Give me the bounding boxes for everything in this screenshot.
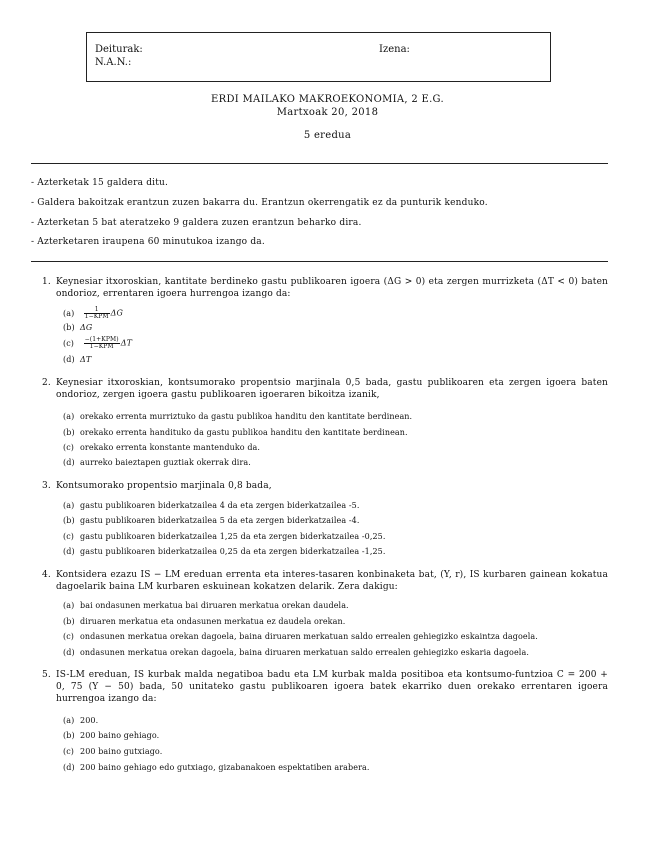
option-text: ΔT [80,355,92,364]
course-title: ERDI MAILAKO MAKROEKONOMIA, 2 E.G. [211,94,444,105]
question-2-option-c [63,443,260,452]
question-4-option-a [63,601,349,610]
question-text: Kontsidera ezazu IS − LM ereduan errenta eta interes-tasaren konbinaketa bat, (Y, r), IS kurbaren gainean kokatua dagoelarik baina LM kurbaren eskuinean kokatzen delarik. Zera dakigu: [56,570,608,592]
question-number: 3. [42,481,51,491]
top-divider [31,163,608,164]
option-text: 200. [80,716,99,725]
bottom-divider [31,261,608,262]
question-number: 2. [42,378,51,388]
option-label: (b) [63,731,75,740]
question-3-option-c [63,532,386,541]
option-text: ondasunen merkatua orekan dagoela, baina diruaren merkatuan saldo errealen gehiegizko eskaintza dagoela. [80,632,538,641]
question-3 [42,480,608,492]
option-label: (c) [63,338,75,348]
option-text: gastu publikoaren biderkatzailea 4 da eta zergen biderkatzailea -5. [80,501,360,510]
instruction-item: - Galdera bakoitzak erantzun zuzen bakarra du. Erantzun okerrengatik ez da punturik kenduko. [31,198,488,208]
question-text: Keynesiar itxoroskian, kantitate berdineko gastu publikoaren igoera (ΔG > 0) eta zergen murrizketa (ΔT < 0) baten ondorioz, errentaren igoera hurrengoa izango da: [56,277,608,299]
instruction-item: - Azterketaren iraupena 60 minutukoa izango da. [31,237,265,247]
question-4-option-c [63,632,538,641]
option-text: orekako errenta murriztuko da gastu publikoa handitu den kantitate berdinean. [80,412,413,421]
question-1-option-d [63,355,91,364]
question-5-option-b [63,731,159,740]
question-1-option-a [63,307,123,320]
question-number: 1. [42,277,51,287]
question-3-option-a [63,501,359,510]
option-label: (a) [63,412,75,421]
fraction [84,337,120,350]
option-text: orekako errenta konstante mantenduko da. [80,443,261,452]
instruction-item: - Azterketan 5 bat ateratzeko 9 galdera zuzen erantzun beharko dira. [31,218,362,228]
option-text: diruaren merkatua eta ondasunen merkatua ez daudela orekan. [80,617,346,626]
option-text: gastu publikoaren biderkatzailea 1,25 da eta zergen biderkatzailea -0,25. [80,532,386,541]
option-label: (a) [63,308,75,318]
option-label: (b) [63,323,75,332]
question-number: 4. [42,570,51,580]
option-label: (b) [63,428,75,437]
question-2-option-a [63,412,412,421]
question-number: 5. [42,670,51,680]
option-label: (c) [63,532,75,541]
question-1-option-b [63,323,92,332]
deiturak-label: Deiturak: [95,44,143,55]
question-5-option-a [63,716,98,725]
option-text: 200 baino gehiago edo gutxiago, gizabanakoen espektatiben arabera. [80,763,370,772]
question-4-option-b [63,617,345,626]
option-label: (c) [63,747,75,756]
instruction-item: - Azterketak 15 galdera ditu. [31,178,169,188]
question-4 [42,569,608,593]
question-3-option-d [63,547,386,556]
numerator: 1 [84,307,110,314]
question-3-option-b [63,516,359,525]
option-label: (d) [63,355,75,364]
question-2 [42,377,608,401]
option-label: (a) [63,501,75,510]
question-4-option-d [63,648,529,657]
exam-date: Martxoak 20, 2018 [276,107,379,118]
denominator: 1−KPM [89,343,114,350]
option-math: ΔG [110,308,124,318]
option-text: ΔG [80,323,93,332]
exam-model: 5 eredua [303,130,352,141]
option-label: (a) [63,601,75,610]
option-label: (b) [63,516,75,525]
question-5-option-d [63,763,370,772]
numerator: −(1+KPM) [84,336,119,343]
option-label: (d) [63,458,75,467]
option-label: (d) [63,547,75,556]
option-text: 200 baino gehiago. [80,731,160,740]
option-label: (d) [63,648,75,657]
fraction [84,307,110,320]
option-text: gastu publikoaren biderkatzailea 5 da eta zergen biderkatzailea -4. [80,516,360,525]
question-1 [42,276,608,300]
question-5-option-c [63,747,162,756]
question-text: IS-LM ereduan, IS kurbak malda negatiboa badu eta LM kurbak malda positiboa eta kontsumo-funtzioa C = 200 + 0, 75 (Y − 50) bada, 50 unitateko gastu publikoaren igoera batek ekarriko duen orekako errentaren igoera hurrengoa izango da: [56,670,608,704]
option-label: (b) [63,617,75,626]
student-info-box [86,32,551,82]
option-text: gastu publikoaren biderkatzailea 0,25 da eta zergen biderkatzailea -1,25. [80,547,386,556]
option-text: bai ondasunen merkatua bai diruaren merkatua orekan daudela. [80,601,349,610]
option-text: aurreko baieztapen guztiak okerrak dira. [80,458,251,467]
option-math: ΔT [120,338,133,348]
option-label: (d) [63,763,75,772]
izena-label: Izena: [379,44,410,55]
option-text: orekako errenta handituko da gastu publikoa handitu den kantitate berdinean. [80,428,408,437]
option-text: 200 baino gutxiago. [80,747,163,756]
question-text: Kontsumorako propentsio marjinala 0,8 bada, [56,481,272,491]
question-2-option-b [63,428,408,437]
option-label: (a) [63,716,75,725]
option-text: ondasunen merkatua orekan dagoela, baina diruaren merkatuan saldo errealen gehiegizko eskaria dagoela. [80,648,529,657]
option-label: (c) [63,443,75,452]
question-2-option-d [63,458,251,467]
question-5 [42,669,608,705]
nan-label: N.A.N.: [95,57,132,68]
question-text: Keynesiar itxoroskian, kontsumorako propentsio marjinala 0,5 bada, gastu publikoaren eta zergen igoera baten ondorioz, zergen igoera gastu publikoaren igoeraren bikoitza izanik, [56,378,608,400]
option-label: (c) [63,632,75,641]
question-1-option-c [63,337,132,350]
denominator: 1−KPM [84,313,109,320]
